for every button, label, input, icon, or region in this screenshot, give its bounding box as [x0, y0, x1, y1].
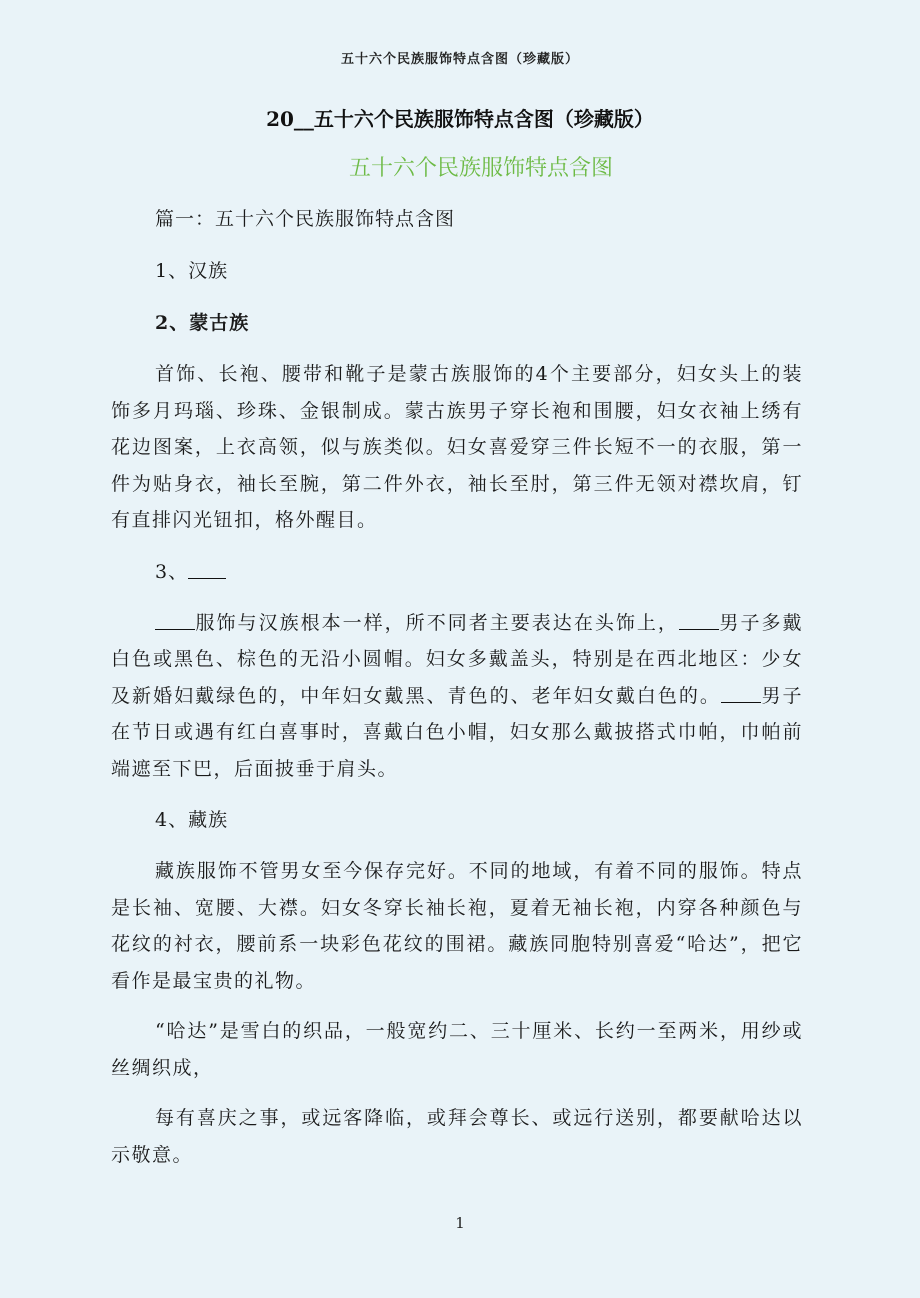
page-number: 1: [455, 1214, 465, 1232]
fill-blank: [679, 628, 719, 630]
section-heading-third-prefix: 3、: [155, 560, 189, 583]
fill-blank: [155, 628, 195, 630]
section-heading-tibet: 4、藏族: [155, 809, 229, 831]
paragraph-third-part-c: 男子在节日或遇有红白喜事时，喜戴白色小帽，妇女那么戴披搭式巾帕，巾帕前端遮至下巴，后面披垂于肩头。: [111, 684, 803, 780]
part-heading: 篇一：五十六个民族服饰特点含图: [155, 208, 456, 230]
section-heading-third: [111, 553, 803, 591]
section-heading-han: 1、汉族: [155, 260, 229, 282]
running-header: 五十六个民族服饰特点含图（珍藏版）: [340, 52, 579, 67]
section-heading-mongol: 2、蒙古族: [155, 312, 250, 334]
paragraph-tibet-1: 藏族服饰不管男女至今保存完好。不同的地域，有着不同的服饰。特点是长袖、宽腰、大襟。妇女冬穿长袖长袍，夏着无袖长袍，内穿各种颜色与花纹的衬衣，腰前系一块彩色花纹的围裙。藏族同胞特别喜爱“哈达”，把它看作是最宝贵的礼物。: [111, 860, 803, 992]
paragraph-mongol: 首饰、长袍、腰带和靴子是蒙古族服饰的4个主要部分，妇女头上的装饰多月玛瑙、珍珠、金银制成。蒙古族男子穿长袍和围腰，妇女衣袖上绣有花边图案，上衣高领，似与族类似。妇女喜爱穿三件长短不一的衣服，第一件为贴身衣，袖长至腕，第二件外衣，袖长至肘，第三件无领对襟坎肩，钉有直排闪光钮扣，格外醒目。: [111, 363, 803, 531]
paragraph-tibet-2: “哈达”是雪白的织品，一般宽约二、三十厘米、长约一至两米，用纱或丝绸织成，: [111, 1020, 803, 1079]
fill-blank: [721, 701, 761, 703]
document-title: 20__五十六个民族服饰特点含图（珍藏版）: [266, 107, 654, 131]
paragraph-third-part-a: 服饰与汉族根本一样，所不同者主要表达在头饰上，: [195, 611, 679, 634]
document-body: [111, 200, 803, 1187]
document-subtitle: 五十六个民族服饰特点含图: [348, 156, 613, 181]
paragraph-third: [111, 605, 803, 788]
fill-blank: [188, 577, 226, 579]
paragraph-tibet-3: 每有喜庆之事，或远客降临，或拜会尊长、或远行送别，都要献哈达以示敬意。: [111, 1107, 803, 1166]
paragraph-third-part-b: 男子多戴白色或黑色、棕色的无沿小圆帽。妇女多戴盖头，特别是在西北地区：少女及新婚妇戴绿色的，中年妇女戴黑、青色的、老年妇女戴白色的。: [111, 611, 803, 707]
